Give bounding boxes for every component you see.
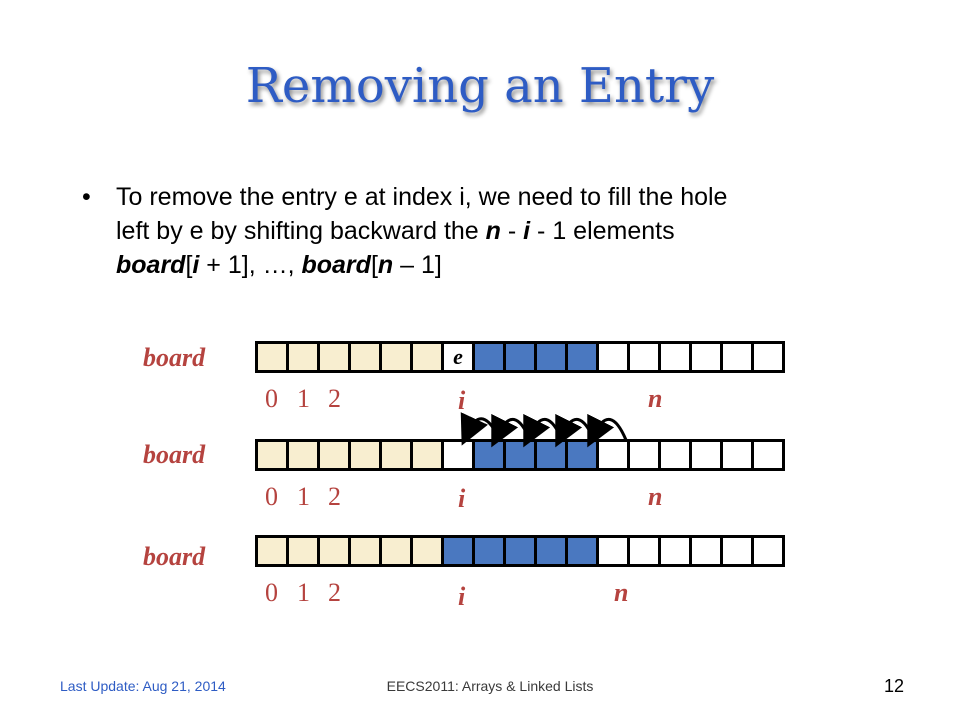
line3-text-c: [ bbox=[370, 251, 378, 279]
n-label-row-3: n bbox=[614, 578, 629, 607]
bullet-marker: • bbox=[82, 183, 91, 211]
line2-n: n bbox=[485, 217, 501, 245]
shift-arrow-1 bbox=[468, 419, 500, 440]
board-label-row-3: board bbox=[143, 542, 206, 571]
board-label-row-2: board bbox=[143, 440, 206, 469]
index-1-row-2: 1 bbox=[297, 482, 310, 511]
index-0-row-1: 0 bbox=[265, 384, 278, 413]
line2-text-a: left by e by shifting backward the bbox=[116, 217, 486, 245]
footer-last-update: Last Update: Aug 21, 2014 bbox=[60, 678, 226, 694]
footer-course: EECS2011: Arrays & Linked Lists bbox=[386, 678, 594, 694]
shift-arrow-5 bbox=[594, 419, 626, 440]
line2-text-c: - 1 elements bbox=[530, 217, 675, 245]
line2-i: i bbox=[523, 217, 531, 245]
i-label-row-3: i bbox=[458, 582, 466, 611]
line3-text-d: – 1] bbox=[393, 251, 442, 279]
i-label-row-2: i bbox=[458, 484, 466, 513]
line3-board-2: board bbox=[301, 251, 371, 279]
line3-n: n bbox=[377, 251, 394, 279]
index-1-row-1: 1 bbox=[297, 384, 310, 413]
array-cell-entry-e: e bbox=[444, 344, 475, 370]
index-2-row-2: 2 bbox=[328, 482, 341, 511]
line3-text-a: [ bbox=[185, 251, 193, 279]
slide-title: Removing an Entry bbox=[245, 58, 715, 114]
index-0-row-2: 0 bbox=[265, 482, 278, 511]
line2-text-b: - bbox=[500, 217, 524, 245]
shift-arrow-2 bbox=[498, 419, 530, 440]
index-1-row-3: 1 bbox=[297, 578, 310, 607]
shift-arrow-3 bbox=[530, 419, 562, 440]
i-label-row-1: i bbox=[458, 386, 466, 415]
line3-i: i bbox=[192, 251, 200, 279]
shift-arrow-4 bbox=[562, 419, 594, 440]
line3-board-1: board bbox=[116, 251, 186, 279]
n-label-row-2: n bbox=[648, 482, 663, 511]
index-0-row-3: 0 bbox=[265, 578, 278, 607]
index-2-row-1: 2 bbox=[328, 384, 341, 413]
line3-text-b: + 1], …, bbox=[199, 251, 302, 279]
index-2-row-3: 2 bbox=[328, 578, 341, 607]
n-label-row-1: n bbox=[648, 384, 663, 413]
board-label-row-1: board bbox=[143, 343, 206, 372]
bullet-line-1: To remove the entry e at index i, we need to fill the hole bbox=[116, 183, 728, 211]
footer-page-number: 12 bbox=[884, 676, 905, 696]
